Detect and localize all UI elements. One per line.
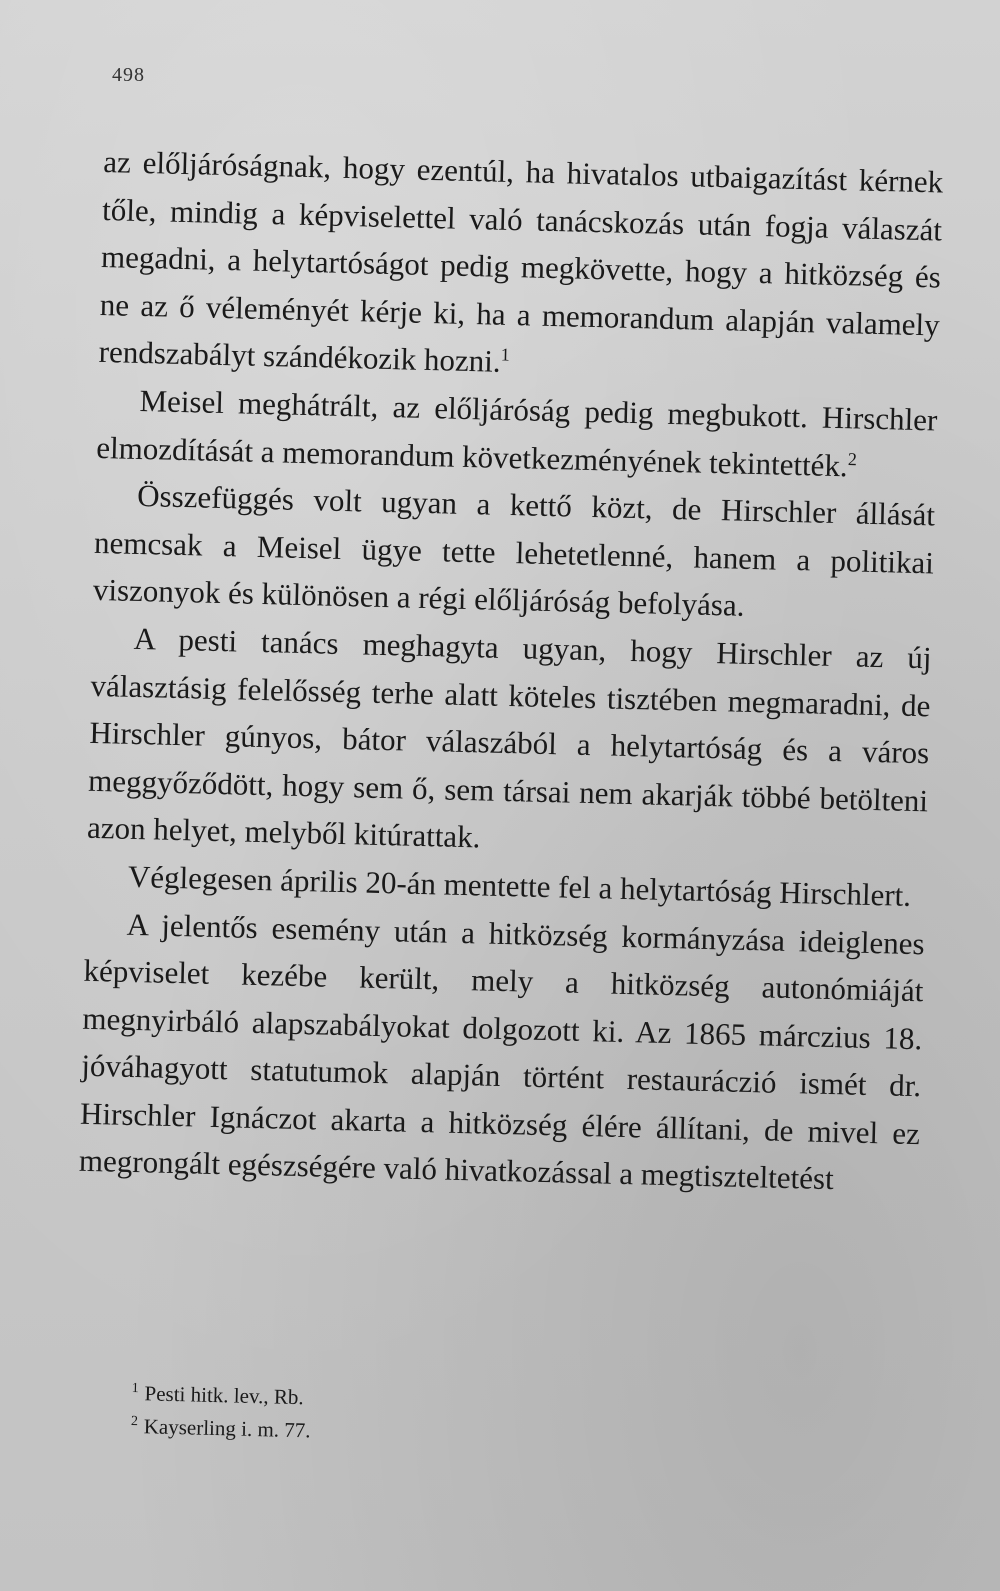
paragraph-1: az előljáróságnak, hogy ezentúl, ha hivatalos utbaigazítást kérnek tőle, mindig a képviselettel való tanácskozás után fogja válaszát megadni, a helytartóságot pedig megkövette, hogy a hitközség és ne az ő véleményét kérje ki, ha a memorandum alapján valamely rendszabályt szándékozik hozni.$^1$ (98, 143, 944, 380)
footnote-mark-2: 2 (130, 1413, 139, 1430)
paragraph-2: Meisel meghátrált, az előljáróság pedig megbukott. Hirschler elmozdítását a memorandum következményének tekintették.$^2$ (96, 382, 938, 483)
body-text (78, 138, 943, 1205)
paragraph-5: Véglegesen április 20-án mentette fel a helytartóság Hirschlert. (127, 858, 912, 913)
footnote-text-2: Kayserling i. m. 77. (143, 1414, 311, 1443)
paragraph-6: A jelentős esemény után a hitközség kormányzása ideiglenes képviselet kezébe került, mely a hitközség autonómiáját megnyirbáló alapszabályokat dolgozott ki. Az 1865 márczius 18. jóváhagyott statutumok alapján történt restauráczió ismét dr. Hirschler Ignáczot akarta a hitközség élére állítani, de mivel ez megrongált egészségére való hivatkozással a megtiszteltetést (78, 906, 925, 1197)
paragraph-3: Összefüggés volt ugyan a kettő közt, de Hirschler állását nemcsak a Meisel ügye tette lehetetlenné, hanem a politikai viszonyok és különösen a régi előljáróság befolyása. (92, 478, 936, 624)
footnote-text-1: Pesti hitk. lev., Rb. (144, 1381, 304, 1410)
footnote-ref-2: 2 (847, 448, 858, 469)
paragraph-4: A pesti tanács meghagyta ugyan, hogy Hirschler az új választásig felelősség terhe alatt köteles tisztében megmaradni, de Hirschler gúnyos, bátor válaszából a helytartóság és a város meggyőződött, hogy sem ő, sem társai nem akarják többé betölteni azon helyet, melyből kitúrattak. (86, 620, 932, 855)
footnotes (130, 1377, 731, 1458)
page-number: 498 (112, 64, 145, 86)
footnote-ref-1: 1 (500, 344, 511, 366)
footnote-mark-1: 1 (131, 1380, 139, 1397)
